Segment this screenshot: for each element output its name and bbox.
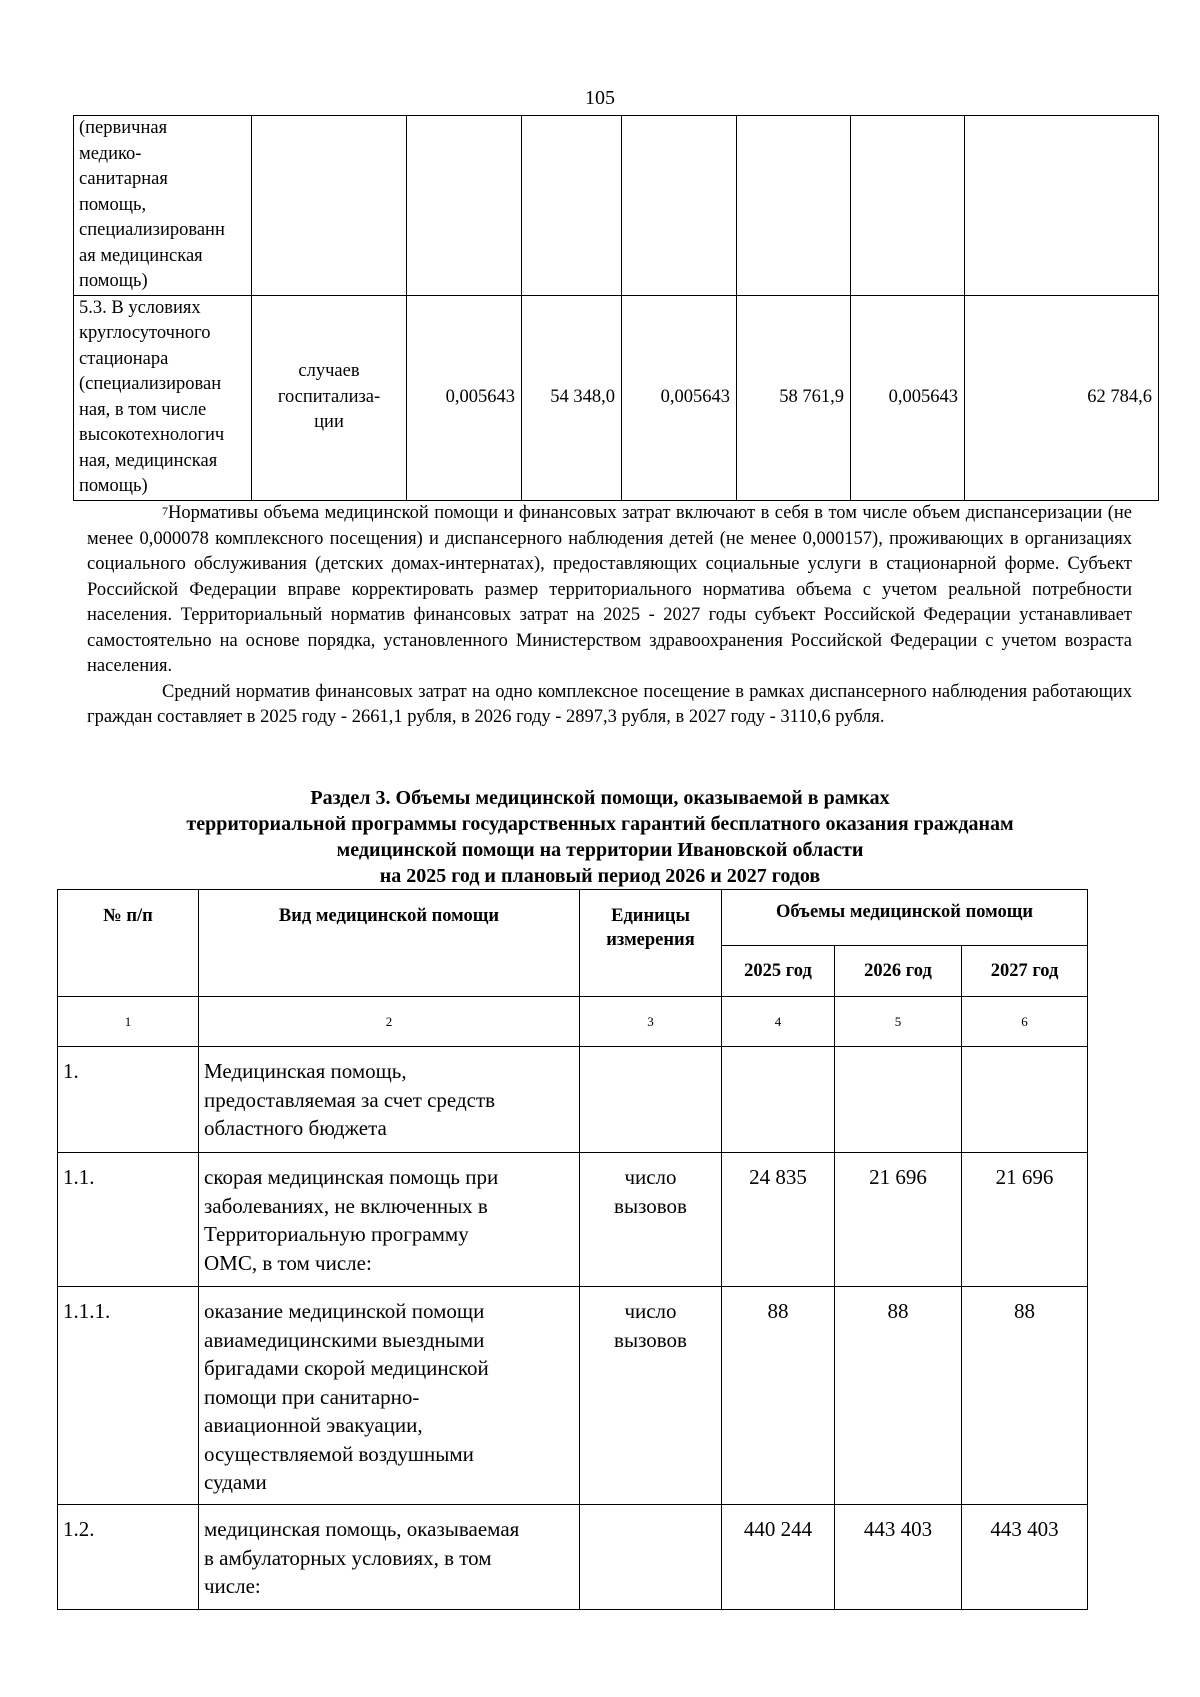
table-row bbox=[58, 1287, 1088, 1505]
row-type bbox=[199, 1047, 580, 1153]
column-index: 3 bbox=[580, 997, 722, 1047]
value-2026: 443 403 bbox=[835, 1505, 962, 1610]
value-cell: 0,005643 bbox=[407, 295, 522, 500]
column-index: 2 bbox=[199, 997, 580, 1047]
header-year-2026: 2026 год bbox=[835, 946, 962, 997]
row-label bbox=[74, 295, 252, 500]
value-2025: 440 244 bbox=[722, 1505, 835, 1610]
type-line: областного бюджета bbox=[204, 1116, 387, 1140]
value-2025: 24 835 bbox=[722, 1153, 835, 1287]
unit-cell bbox=[252, 295, 407, 500]
label-line: (специализирован bbox=[79, 374, 222, 394]
unit-line: вызовов bbox=[614, 1193, 687, 1218]
section-title bbox=[60, 785, 1140, 889]
section-title-line: медицинской помощи на территории Ивановской области bbox=[336, 839, 864, 861]
value-cell: 0,005643 bbox=[622, 295, 737, 500]
label-line: круглосуточного bbox=[79, 323, 211, 343]
label-line: ая медицинская bbox=[79, 245, 203, 266]
type-line: заболеваниях, не включенных в bbox=[204, 1193, 488, 1218]
value-cell bbox=[622, 116, 737, 296]
type-line: медицинская помощь, оказываемая bbox=[204, 1517, 520, 1541]
label-line: ная, в том числе bbox=[79, 399, 207, 420]
row-unit bbox=[580, 1287, 722, 1505]
column-index: 5 bbox=[835, 997, 962, 1047]
value-cell bbox=[851, 116, 965, 296]
value-2027: 88 bbox=[962, 1287, 1088, 1505]
label-line: 5.3. В условиях bbox=[79, 297, 201, 318]
type-line: скорая медицинская помощь при bbox=[204, 1165, 499, 1189]
value-cell bbox=[737, 116, 851, 296]
value-2026 bbox=[835, 1047, 962, 1153]
label-line: ная, медицинская bbox=[79, 450, 218, 471]
row-number: 1.1. bbox=[58, 1153, 199, 1287]
header-num: № п/п bbox=[58, 890, 199, 997]
value-2025 bbox=[722, 1047, 835, 1153]
value-2026: 88 bbox=[835, 1287, 962, 1505]
unit-cell bbox=[252, 116, 407, 296]
continuation-table bbox=[73, 115, 1159, 501]
footnote-marker: 7 bbox=[162, 504, 168, 518]
type-line: Медицинская помощь, bbox=[204, 1059, 407, 1083]
type-line: предоставляемая за счет средств bbox=[204, 1087, 496, 1112]
footnote bbox=[87, 501, 1132, 731]
header-year-2027: 2027 год bbox=[962, 946, 1088, 997]
label-line: санитарная bbox=[79, 169, 168, 189]
header-type: Вид медицинской помощи bbox=[199, 890, 580, 997]
label-line: помощь) bbox=[79, 271, 148, 291]
value-2027: 21 696 bbox=[962, 1153, 1088, 1287]
type-line: оказание медицинской помощи bbox=[204, 1299, 485, 1323]
row-unit bbox=[580, 1153, 722, 1287]
column-index: 6 bbox=[962, 997, 1088, 1047]
column-index: 4 bbox=[722, 997, 835, 1047]
table-row bbox=[58, 1505, 1088, 1610]
label-line: помощь) bbox=[79, 476, 148, 496]
section-title-line: на 2025 год и плановый период 2026 и 2027 годов bbox=[379, 865, 821, 887]
label-line: стационара bbox=[79, 348, 169, 369]
type-line: авиамедицинскими выездными bbox=[204, 1327, 485, 1352]
footnote-paragraph: Средний норматив финансовых затрат на одно комплексное посещение в рамках диспансерного наблюдения работающих граждан составляет в 2025 году - 2661,1 рубля, в 2026 году - 2897,3 рубля, в 2027 году - 3110,6 рубля. bbox=[87, 681, 1132, 727]
table-row bbox=[58, 1153, 1088, 1287]
row-unit bbox=[580, 1047, 722, 1153]
table-row bbox=[58, 1047, 1088, 1153]
row-unit bbox=[580, 1505, 722, 1610]
header-volumes: Объемы медицинской помощи bbox=[722, 890, 1088, 946]
section-title-line: территориальной программы государственных гарантий бесплатного оказания гражданам bbox=[186, 813, 1014, 835]
table-row bbox=[74, 116, 1159, 296]
volumes-table bbox=[57, 889, 1088, 1610]
header-row bbox=[58, 890, 1088, 946]
value-cell: 54 348,0 bbox=[522, 295, 622, 500]
unit-line: число bbox=[624, 1299, 677, 1323]
value-2025: 88 bbox=[722, 1287, 835, 1505]
footnote-paragraph bbox=[87, 501, 1132, 680]
unit-line: число bbox=[624, 1165, 677, 1189]
type-line: в амбулаторных условиях, в том bbox=[204, 1545, 492, 1570]
type-line: авиационной эвакуации, bbox=[204, 1413, 423, 1437]
type-line: бригадами скорой медицинской bbox=[204, 1356, 489, 1380]
value-cell bbox=[522, 116, 622, 296]
type-line: числе: bbox=[204, 1574, 261, 1598]
label-line: медико- bbox=[79, 143, 142, 164]
value-cell: 0,005643 bbox=[851, 295, 965, 500]
value-cell: 58 761,9 bbox=[737, 295, 851, 500]
row-type bbox=[199, 1287, 580, 1505]
header-unit: Единицы измерения bbox=[580, 890, 722, 997]
value-cell: 62 784,6 bbox=[965, 295, 1159, 500]
row-number: 1.2. bbox=[58, 1505, 199, 1610]
row-number: 1.1.1. bbox=[58, 1287, 199, 1505]
label-line: специализированн bbox=[79, 220, 225, 240]
value-2027 bbox=[962, 1047, 1088, 1153]
type-line: Территориальную программу bbox=[204, 1222, 469, 1246]
row-type bbox=[199, 1505, 580, 1610]
type-line: ОМС, в том числе: bbox=[204, 1250, 372, 1275]
label-line: высокотехнологич bbox=[79, 425, 225, 445]
footnote-text: Нормативы объема медицинской помощи и финансовых затрат включают в себя в том числе объем диспансеризации (не менее 0,000078 комплексного посещения) и диспансерного наблюдения детей (не менее 0,000157), проживающих в организациях социального обслуживания (детских домах-интернатах), предоставляющих социальные услуги в стационарной форме. Субъект Российской Федерации вправе корректировать размер территориального норматива объема с учетом реальной потребности населения. Территориальный норматив финансовых затрат на 2025 - 2027 годы субъект Российской Федерации устанавливает самостоятельно на основе порядка, установленного Министерством здравоохранения Российской Федерации с учетом возраста населения. bbox=[87, 503, 1132, 676]
row-number: 1. bbox=[58, 1047, 199, 1153]
column-index: 1 bbox=[58, 997, 199, 1047]
header-year-2025: 2025 год bbox=[722, 946, 835, 997]
index-row bbox=[58, 997, 1088, 1047]
label-line: помощь, bbox=[79, 194, 147, 215]
label-line: (первичная bbox=[79, 118, 168, 138]
type-line: судами bbox=[204, 1470, 267, 1494]
value-2027: 443 403 bbox=[962, 1505, 1088, 1610]
type-line: осуществляемой воздушными bbox=[204, 1441, 474, 1466]
value-cell bbox=[407, 116, 522, 296]
page-number: 105 bbox=[585, 87, 615, 109]
unit-line: вызовов bbox=[614, 1327, 687, 1352]
table-row bbox=[74, 295, 1159, 500]
row-label bbox=[74, 116, 252, 296]
type-line: помощи при санитарно- bbox=[204, 1384, 420, 1409]
section-title-line: Раздел 3. Объемы медицинской помощи, оказываемой в рамках bbox=[310, 787, 890, 809]
unit-line: ции bbox=[314, 412, 344, 433]
unit-line: случаев bbox=[298, 361, 360, 382]
row-type bbox=[199, 1153, 580, 1287]
value-cell bbox=[965, 116, 1159, 296]
unit-line: госпитализа- bbox=[277, 386, 381, 407]
value-2026: 21 696 bbox=[835, 1153, 962, 1287]
